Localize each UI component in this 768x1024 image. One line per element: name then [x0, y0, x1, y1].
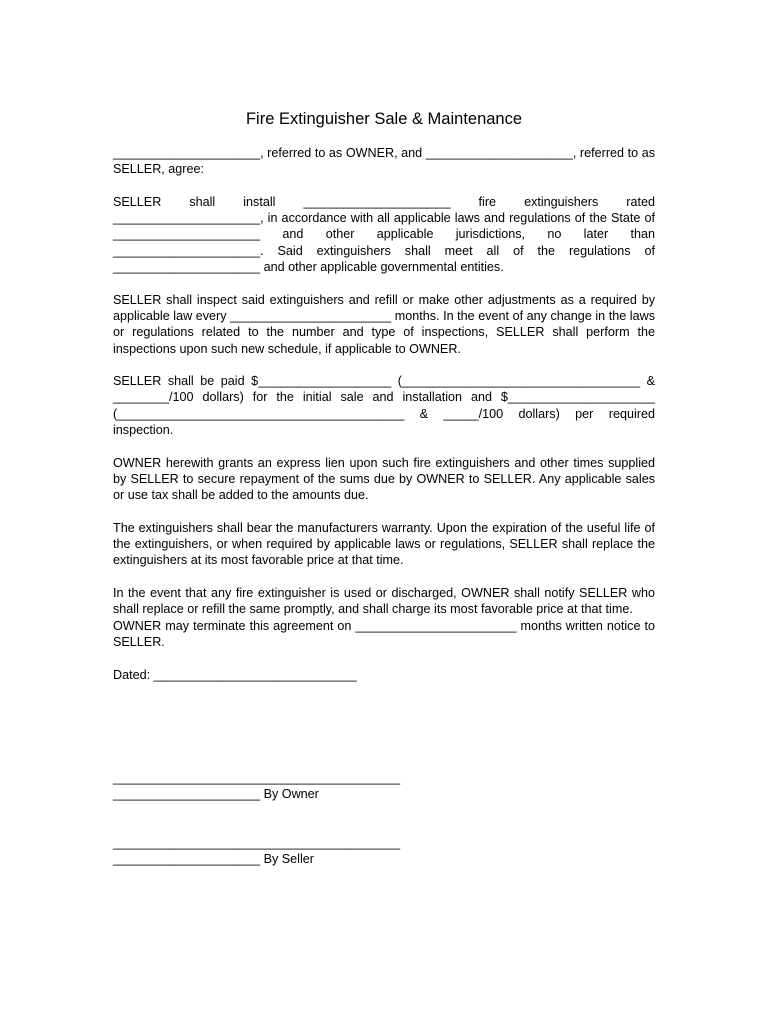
payment-paragraph: SELLER shall be paid $___________________ (__________________________________ & ________/100 dollars) for the initial sale and installation and $_____________________ (_________________________________________ & _____/100 dollars) per required inspection.	[113, 374, 655, 438]
parties-paragraph: _____________________, referred to as OWNER, and _____________________, referred to as SELLER, agree:	[113, 146, 655, 177]
installation-paragraph: SELLER shall install _____________________ fire extinguishers rated _____________________, in accordance with all applicable laws and regulations of the State of _____________________ and other applicable jurisdictions, no later than _____________________. Said extinguishers shall meet all of the regulations of _____________________ and other applicable governmental entities.	[113, 194, 655, 275]
lien-paragraph: OWNER herewith grants an express lien upon such fire extinguishers and other times supplied by SELLER to secure repayment of the sums due by OWNER to SELLER. Any applicable sales or use tax shall be added to the amounts due.	[113, 455, 655, 503]
inspection-paragraph: SELLER shall inspect said extinguishers and refill or make other adjustments as a required by applicable law every _______________________ months. In the event of any change in the laws or regulations related to the number and type of inspections, SELLER shall perform the inspections upon such new schedule, if applicable to OWNER.	[113, 292, 655, 356]
termination-paragraph: OWNER may terminate this agreement on _______________________ months written notice to SELLER.	[113, 618, 655, 649]
seller-signature-line: _________________________________________	[113, 836, 401, 850]
warranty-paragraph: The extinguishers shall bear the manufacturers warranty. Upon the expiration of the useful life of the extinguishers, or when required by applicable laws or regulations, SELLER shall replace the extinguishers at its most favorable price at that time.	[113, 520, 655, 568]
dated-line: Dated: _____________________________	[113, 667, 357, 682]
owner-signature-block	[113, 770, 655, 803]
document-title: Fire Extinguisher Sale & Maintenance	[245, 110, 523, 128]
owner-name-line: _____________________ By Owner	[113, 787, 319, 802]
document-body	[113, 145, 655, 683]
seller-signature-block	[113, 835, 655, 868]
owner-signature-line: _________________________________________	[113, 771, 401, 785]
seller-name-line: _____________________ By Seller	[113, 852, 314, 867]
discharge-paragraph: In the event that any fire extinguisher is used or discharged, OWNER shall notify SELLER who shall replace or refill the same promptly, and shall charge its most favorable price at that time.	[113, 586, 655, 617]
